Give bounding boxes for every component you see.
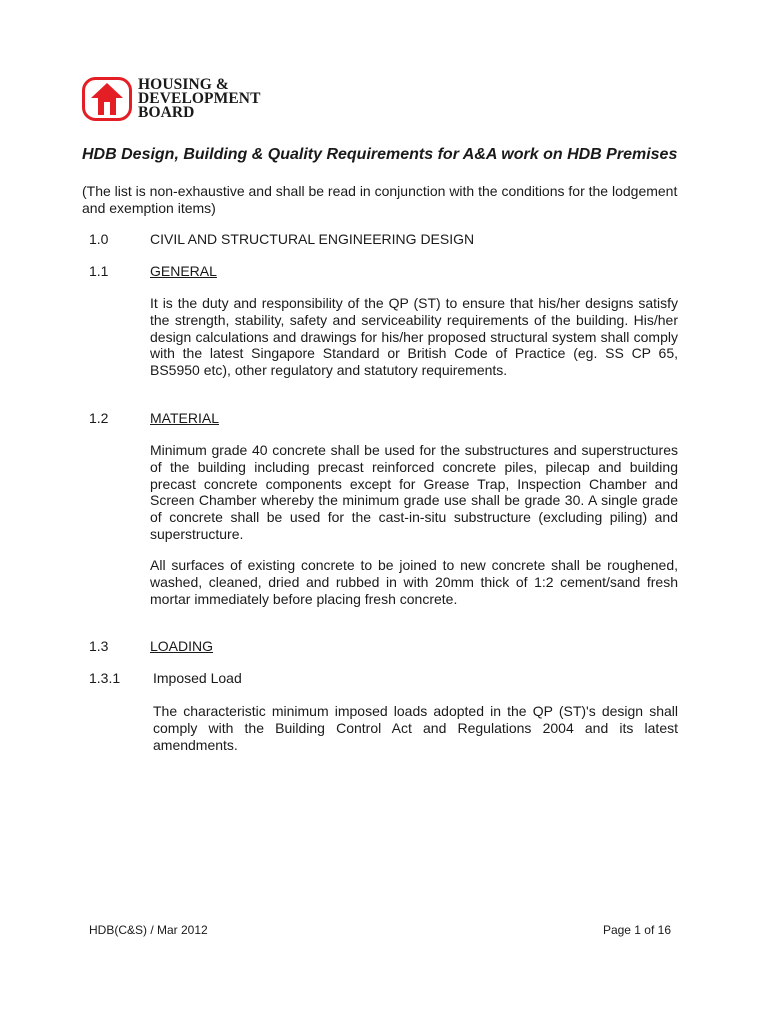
section-number: 1.2 <box>89 410 109 426</box>
section-heading: Imposed Load <box>153 670 242 686</box>
section-1-1-paragraph: It is the duty and responsibility of the QP (ST) to ensure that his/her designs satisfy the strength, stability, safety and serviceability requirements of the building. His/her design calculations and drawings for his/her proposed structural system shall comply with the latest Singapore Standard or British Code of Practice (eg. SS CP 65, BS5950 etc), other regulatory and statutory requirements. <box>150 295 678 379</box>
section-number: 1.1 <box>89 263 109 279</box>
logo-line-1: HOUSING & <box>138 76 229 93</box>
section-1-1 <box>89 263 217 280</box>
section-heading: CIVIL AND STRUCTURAL ENGINEERING DESIGN <box>150 231 475 247</box>
section-heading: MATERIAL <box>150 410 219 426</box>
section-number: 1.0 <box>89 231 109 247</box>
section-1-3-1 <box>89 670 242 687</box>
section-1-2 <box>89 410 219 427</box>
section-number: 1.3 <box>89 638 109 654</box>
section-1-0 <box>89 231 474 248</box>
hdb-logo <box>82 77 261 121</box>
document-title: HDB Design, Building & Quality Requirements for A&A work on HDB Premises <box>82 146 678 163</box>
section-1-2-paragraph-2: All surfaces of existing concrete to be joined to new concrete shall be roughened, washed, cleaned, dried and rubbed in with 20mm thick of 1:2 cement/sand fresh mortar immediately before placing fresh concrete. <box>150 557 678 607</box>
section-1-3-1-paragraph: The characteristic minimum imposed loads adopted in the QP (ST)'s design shall comply with the Building Control Act and Regulations 2004 and its latest amendments. <box>153 703 678 753</box>
document-subtitle: (The list is non-exhaustive and shall be read in conjunction with the conditions for the lodgement and exemption items) <box>82 183 678 216</box>
footer-page-number: Page 1 of 16 <box>602 923 671 937</box>
logo-wordmark <box>138 78 261 120</box>
section-1-3 <box>89 638 213 655</box>
section-1-2-paragraph-1: Minimum grade 40 concrete shall be used for the substructures and superstructures of the building including precast reinforced concrete piles, pilecap and building precast concrete components except for Grease Trap, Inspection Chamber and Screen Chamber whereby the minimum grade use shall be grade 30. A single grade of concrete shall be used for the cast-in-situ substructure (excluding piling) and superstructure. <box>150 442 678 542</box>
hdb-house-logo-icon <box>82 77 132 121</box>
logo-line-2: DEVELOPMENT <box>138 90 261 107</box>
footer-doc-reference: HDB(C&S) / Mar 2012 <box>89 923 208 937</box>
logo-line-3: BOARD <box>138 104 195 121</box>
section-heading: GENERAL <box>150 263 217 279</box>
section-number: 1.3.1 <box>89 670 121 686</box>
section-heading: LOADING <box>150 638 214 654</box>
